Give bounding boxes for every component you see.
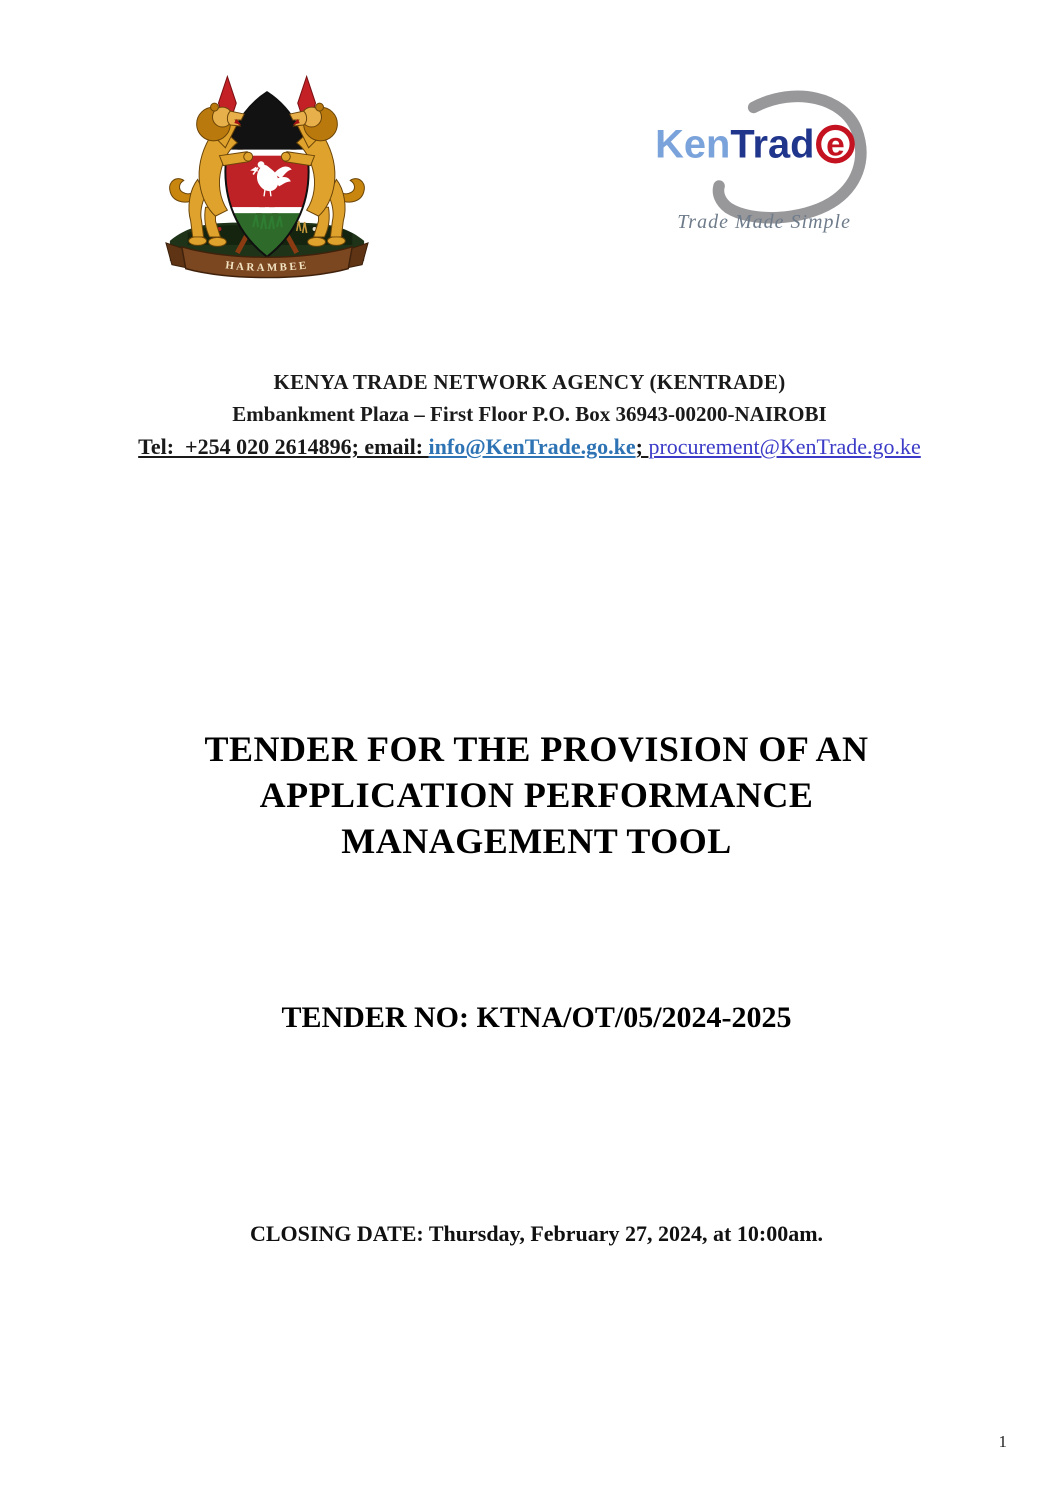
tender-title	[14, 726, 1059, 864]
tender-title-line-1: TENDER FOR THE PROVISION OF AN	[204, 729, 869, 769]
agency-name: KENYA TRADE NETWORK AGENCY (KENTRADE)	[273, 370, 786, 394]
agency-contact-line	[0, 430, 1059, 463]
info-email-link[interactable]: info@KenTrade.go.ke	[428, 434, 636, 459]
procurement-email-link[interactable]: procurement@KenTrade.go.ke	[648, 434, 921, 459]
closing-date: CLOSING DATE: Thursday, February 27, 2024, at 10:00am.	[249, 1221, 824, 1246]
contact-separator: ;	[635, 434, 649, 459]
kentrade-word-ken: Ken	[655, 122, 731, 167]
kentrade-tagline: Trade Made Simple	[677, 210, 852, 233]
tender-title-line-3: MANAGEMENT TOOL	[341, 821, 732, 861]
tender-number: TENDER NO: KTNA/OT/05/2024-2025	[281, 1001, 792, 1034]
page-number: 1	[998, 1432, 1007, 1451]
kentrade-logo	[630, 80, 892, 248]
kentrade-word-e: e	[826, 126, 845, 164]
contact-prefix: Tel: +254 020 2614896; email:	[138, 434, 429, 459]
agency-address: Embankment Plaza – First Floor P.O. Box 36943-00200-NAIROBI	[232, 402, 827, 426]
kenya-coat-of-arms-icon	[158, 70, 376, 281]
agency-header	[0, 366, 1059, 463]
kentrade-wordmark	[655, 123, 814, 167]
tender-title-line-2: APPLICATION PERFORMANCE	[259, 775, 814, 815]
harambee-motto: HARAMBEE	[224, 259, 310, 274]
kentrade-word-trad: Trad	[730, 122, 815, 167]
